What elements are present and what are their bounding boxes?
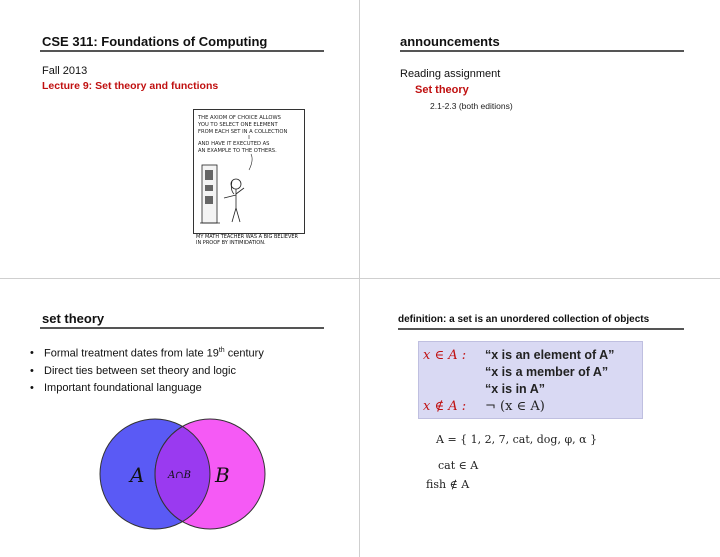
title-rule [400,50,684,52]
svg-text:AND HAVE IT EXECUTED AS: AND HAVE IT EXECUTED AS [198,141,270,147]
bullet-list [30,347,264,399]
slide-4 [360,279,720,557]
title-rule [40,327,324,329]
element-of-meaning: “x is an element of A” [485,348,615,362]
svg-text:YOU TO SELECT ONE ELEMENT: YOU TO SELECT ONE ELEMENT [198,122,278,128]
not-element-rhs: ¬ (x ∈ A) [485,399,545,414]
svg-text:AN EXAMPLE TO THE OTHERS.: AN EXAMPLE TO THE OTHERS. [198,148,277,154]
set-definition: A = { 1, 2, 7, cat, dog, φ, α } [436,433,598,446]
bullet-item: • Important foundational language [30,382,264,394]
example-cat: cat ∈ A [438,459,479,472]
comic-caption: MY MATH TEACHER WAS A BIG BELIEVER IN PROOF BY INTIMIDATION. [196,234,299,246]
slide-title: set theory [42,311,105,326]
lecture-label: Lecture 9: Set theory and functions [42,80,219,92]
comic-drawing [194,110,304,233]
sections-label: 2.1-2.3 (both editions) [430,101,513,111]
venn-label-a: A [130,463,145,487]
svg-text:THE AXIOM OF CHOICE ALLOWS: THE AXIOM OF CHOICE ALLOWS [198,115,281,121]
not-element-lhs: x ∉ A : [423,399,467,414]
definition-box [418,341,643,419]
slide-title: definition: a set is an unordered collection of objects [398,314,650,325]
set-theory-label: Set theory [415,84,469,96]
svg-text:FROM EACH SET IN A COLLECTION: FROM EACH SET IN A COLLECTION [198,129,288,135]
element-of-lhs: x ∈ A : [423,348,467,363]
example-fish: fish ∉ A [426,478,470,491]
slide-title: announcements [400,34,500,49]
venn-label-intersection: A∩B [168,470,191,481]
title-rule [398,328,684,330]
slide-1 [0,0,360,278]
reading-assignment-label: Reading assignment [400,68,501,80]
title-rule [40,50,324,52]
term-label: Fall 2013 [42,65,88,77]
in-meaning: “x is in A” [485,382,545,396]
bullet-item: • Direct ties between set theory and logic [30,365,264,377]
slide-3 [0,279,360,557]
bullet-item: • Formal treatment dates from late 19th century [30,347,264,360]
member-of-meaning: “x is a member of A” [485,365,609,379]
comic-panel [193,109,305,234]
slide-2 [360,0,720,278]
venn-label-b: B [215,463,230,487]
venn-diagram [95,414,275,534]
slide-title: CSE 311: Foundations of Computing [42,34,268,49]
